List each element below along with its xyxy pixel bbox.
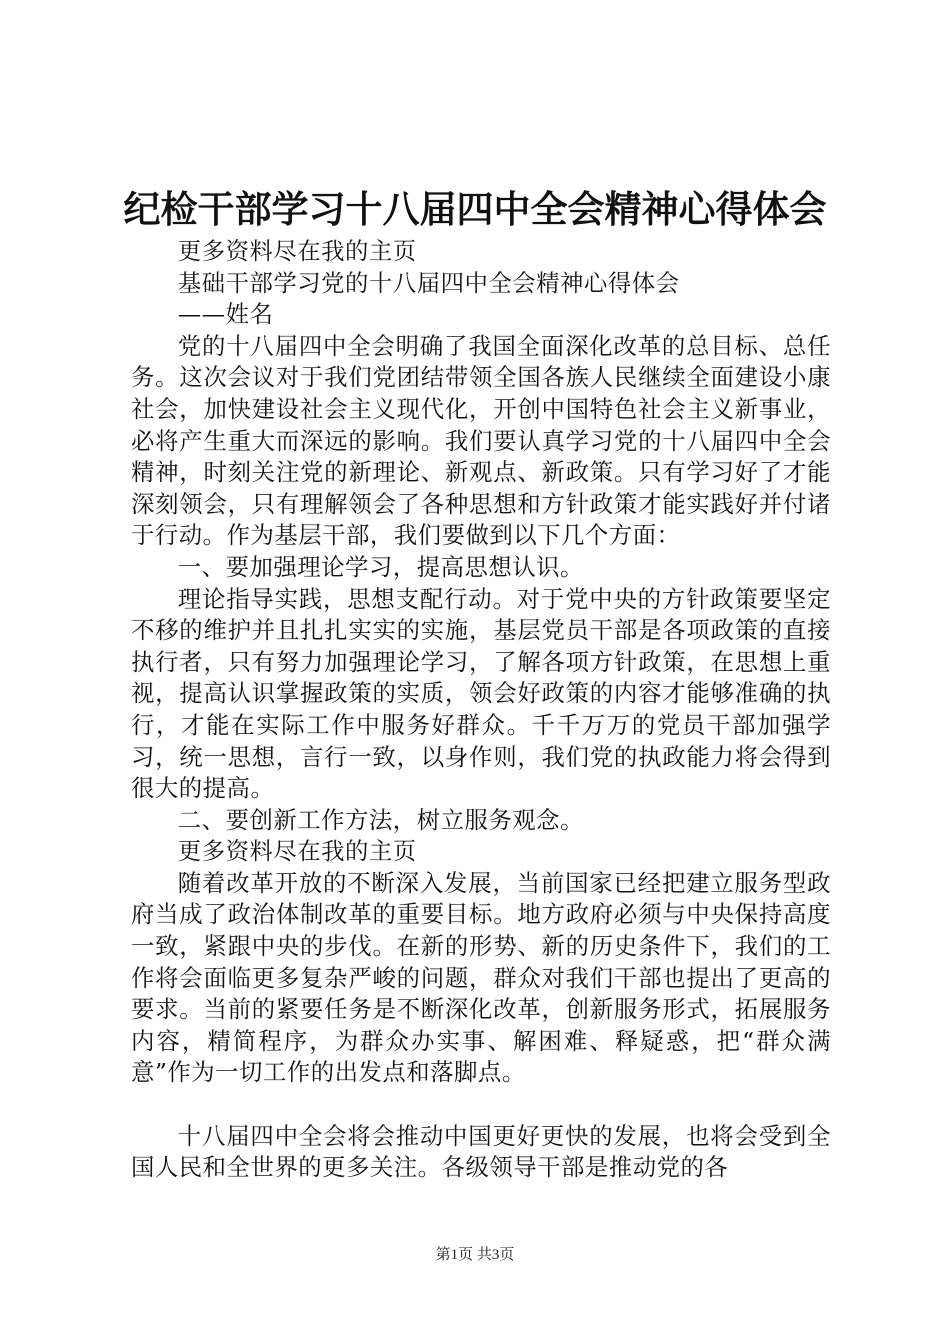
document-title: 纪检干部学习十八届四中全会精神心得体会 bbox=[123, 187, 827, 231]
section-heading-1: 一、要加强理论学习，提高思想认识。 bbox=[177, 552, 584, 581]
paragraph-subtitle: 基础干部学习党的十八届四中全会精神心得体会 bbox=[177, 268, 680, 297]
paragraph-section-1: 理论指导实践，思想支配行动。对于党中央的方针政策要坚定不移的维护并且扎扎实实的实施，基层党员干部是各项政策的直接执行者，只有努力加强理论学习，了解各项方针政策，在思想上重视，提高认识掌握政策的实质，领会好政策的内容才能够准确的执行，才能在实际工作中服务好群众。千千万万的党员干部加强学习，统一思想，言行一致，以身作则，我们党的执政能力将会得到很大的提高。 bbox=[131, 584, 831, 803]
page-footer: 第1页 共3页 bbox=[435, 1247, 515, 1263]
paragraph-closing: 十八届四中全会将会推动中国更好更快的发展，也将会受到全国人民和全世界的更多关注。各级领导干部是推动党的各 bbox=[131, 1121, 831, 1182]
paragraph-intro: 党的十八届四中全会明确了我国全面深化改革的总目标、总任务。这次会议对于我们党团结带领全国各族人民继续全面建设小康社会，加快建设社会主义现代化，开创中国特色社会主义新事业，必将产生重大而深远的影响。我们要认真学习党的十八届四中全会精神，时刻关注党的新理论、新观点、新政策。只有学习好了才能深刻领会，只有理解领会了各种思想和方针政策才能实践好并付诸于行动。作为基层干部，我们要做到以下几个方面： bbox=[131, 331, 831, 550]
paragraph-more-info-2: 更多资料尽在我的主页 bbox=[177, 837, 417, 866]
paragraph-author: ——姓名 bbox=[177, 300, 274, 329]
section-heading-2: 二、要创新工作方法，树立服务观念。 bbox=[177, 805, 584, 834]
paragraph-section-2: 随着改革开放的不断深入发展，当前国家已经把建立服务型政府当成了政治体制改革的重要目标。地方政府必须与中央保持高度一致，紧跟中央的步伐。在新的形势、新的历史条件下，我们的工作将会面临更多复杂严峻的问题，群众对我们干部也提出了更高的要求。当前的紧要任务是不断深化改革，创新服务形式，拓展服务内容，精简程序，为群众办实事、解困难、释疑惑，把“群众满意”作为一切工作的出发点和落脚点。 bbox=[131, 868, 831, 1087]
document-body bbox=[131, 236, 831, 1184]
paragraph-more-info: 更多资料尽在我的主页 bbox=[177, 237, 417, 265]
